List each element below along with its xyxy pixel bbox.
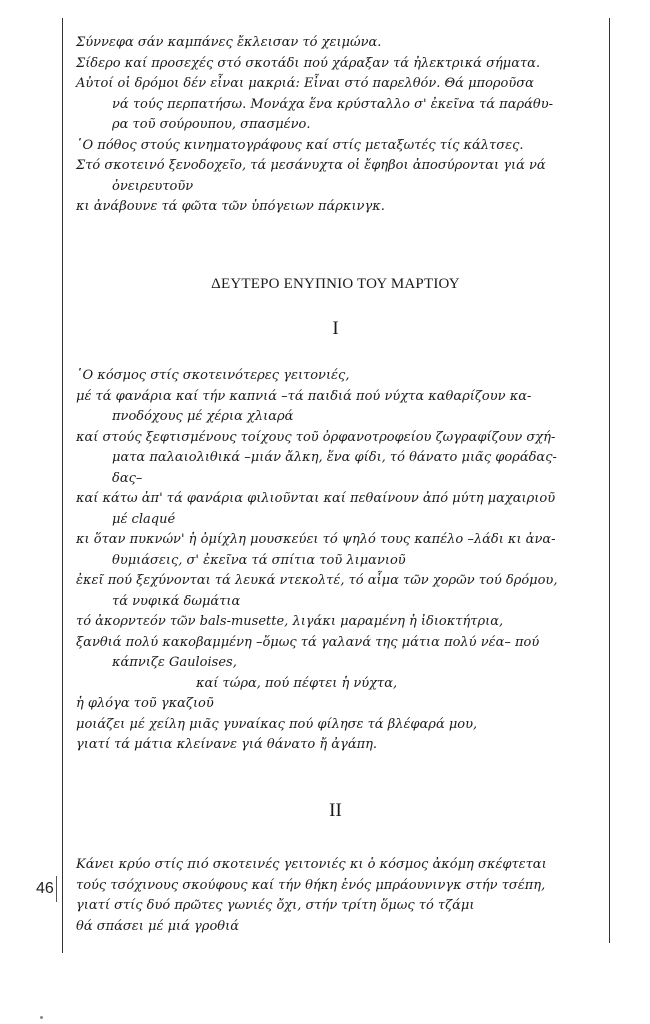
verse-line: μέ claqué <box>112 511 176 527</box>
verse-line: τούς τσόχινους σκούφους καί τήν θήκη ἑνός μπράουνινγκ στήν τσέπη, <box>76 877 546 893</box>
page-number-mark <box>56 876 57 902</box>
verse-line: καί τώρα, πού πέφτει ἡ νύχτα, <box>196 675 398 691</box>
verse-line: γιατί στίς δυό πρῶτες γωνιές ὄχι, στήν τρίτη ὅμως τό τζάμι <box>76 898 475 913</box>
verse-line: μοιάζει μέ χείλη μιᾶς γυναίκας πού φίλησε τά βλέφαρά μου, <box>76 716 478 732</box>
verse-line: ξανθιά πολύ κακοβαμμένη –ὅμως τά γαλανά της μάτια πολύ νέα– πού <box>76 634 540 650</box>
section-numeral-two: II <box>329 800 342 821</box>
verse-line: ῾Ο κόσμος στίς σκοτεινότερες γειτονιές, <box>76 368 350 383</box>
verse-line: ῾Ο πόθος στούς κινηματογράφους καί στίς μεταξωτές τίς κάλτσες. <box>76 137 524 153</box>
verse-line: Κάνει κρύο στίς πιό σκοτεινές γειτονιές κι ὁ κόσμος ἀκόμη σκέφτεται <box>76 857 547 872</box>
verse-line: μέ τά φανάρια καί τήν καπνιά –τά παιδιά πού νύχτα καθαρίζουν κα- <box>76 388 532 404</box>
verse-line: κι ἀνάβουνε τά φῶτα τῶν ὑπόγειων πάρκινγκ. <box>76 199 385 214</box>
poem-title: ΔΕΥΤΕΡΟ ΕΝΥΠΝΙΟ ΤΟΥ ΜΑΡΤΙΟΥ <box>211 276 460 292</box>
verse-line: καί στούς ξεφτισμένους τοίχους τοῦ ὀρφανοτροφείου ζωγραφίζουν σχή- <box>76 429 556 445</box>
top-stanza <box>76 33 606 218</box>
verse-line: Σύννεφα σάν καμπάνες ἔκλεισαν τό χειμώνα. <box>76 35 382 50</box>
page-number: 46 <box>36 880 54 897</box>
verse-line: κι ὅταν πυκνών' ἡ ὀμίχλη μουσκεύει τό ψηλό τους καπέλο –λάδι κι ἀνα- <box>76 532 556 547</box>
section-two-verses <box>76 855 606 937</box>
section-numeral-one: I <box>332 318 339 339</box>
verse-line: ἐκεῖ πού ξεχύνονται τά λευκά ντεκολτέ, τό αἷμα τῶν χορῶν τού δρόμου, <box>76 573 558 588</box>
verse-line: Στό σκοτεινό ξενοδοχεῖο, τά μεσάνυχτα οἱ ἔφηβοι ἀποσύρονται γιά νά <box>76 158 546 173</box>
verse-line: ὀνειρευτοῦν <box>112 178 194 194</box>
verse-line: θά σπάσει μέ μιά γροθιά <box>76 918 239 934</box>
verse-line: Αὐτοί οἱ δρόμοι δέν εἶναι μακριά: Εἶναι στό παρελθόν. Θά μποροῦσα <box>76 76 534 91</box>
verse-line: ρα τοῦ σούρουπου, σπασμένο. <box>112 117 311 132</box>
verse-line: γιατί τά μάτια κλείνανε γιά θάνατο ἤ ἀγάπη. <box>76 737 378 752</box>
section-one-verses <box>76 366 606 756</box>
verse-line: Σίδερο καί προσεχές στό σκοτάδι πού χάραξαν τά ἠλεκτρικά σήματα. <box>76 55 541 71</box>
verse-line: καί κάτω ἀπ' τά φανάρια φιλιοῦνται καί πεθαίνουν ἀπό μύτη μαχαιριοῦ <box>76 491 556 506</box>
verse-line: θυμιάσεις, σ' ἐκεῖνα τά σπίτια τοῦ λιμανιοῦ <box>112 552 406 568</box>
verse-line: ματα παλαιολιθικά –μιάν ἄλκη, ἕνα φίδι, τό θάνατο μιᾶς φοράδας- <box>112 450 557 465</box>
verse-line: δας– <box>112 470 143 486</box>
verse-line: νά τούς περπατήσω. Μονάχα ἕνα κρύσταλλο σ' ἐκεῖνα τά παράθυ- <box>112 96 554 112</box>
verse-line: κάπνιζε Gauloises, <box>112 655 237 670</box>
verse-line: πνοδόχους μέ χέρια χλιαρά <box>112 409 294 424</box>
verse-line: τό ἀκορντεόν τῶν bals-musette, λιγάκι μαραμένη ἡ ἰδιοκτήτρια, <box>76 614 504 629</box>
verse-line: ἡ φλόγα τοῦ γκαζιοῦ <box>76 696 214 711</box>
scan-speck <box>40 1016 43 1019</box>
right-margin-rule <box>609 18 610 943</box>
verse-line: τά νυφικά δωμάτια <box>112 593 241 609</box>
